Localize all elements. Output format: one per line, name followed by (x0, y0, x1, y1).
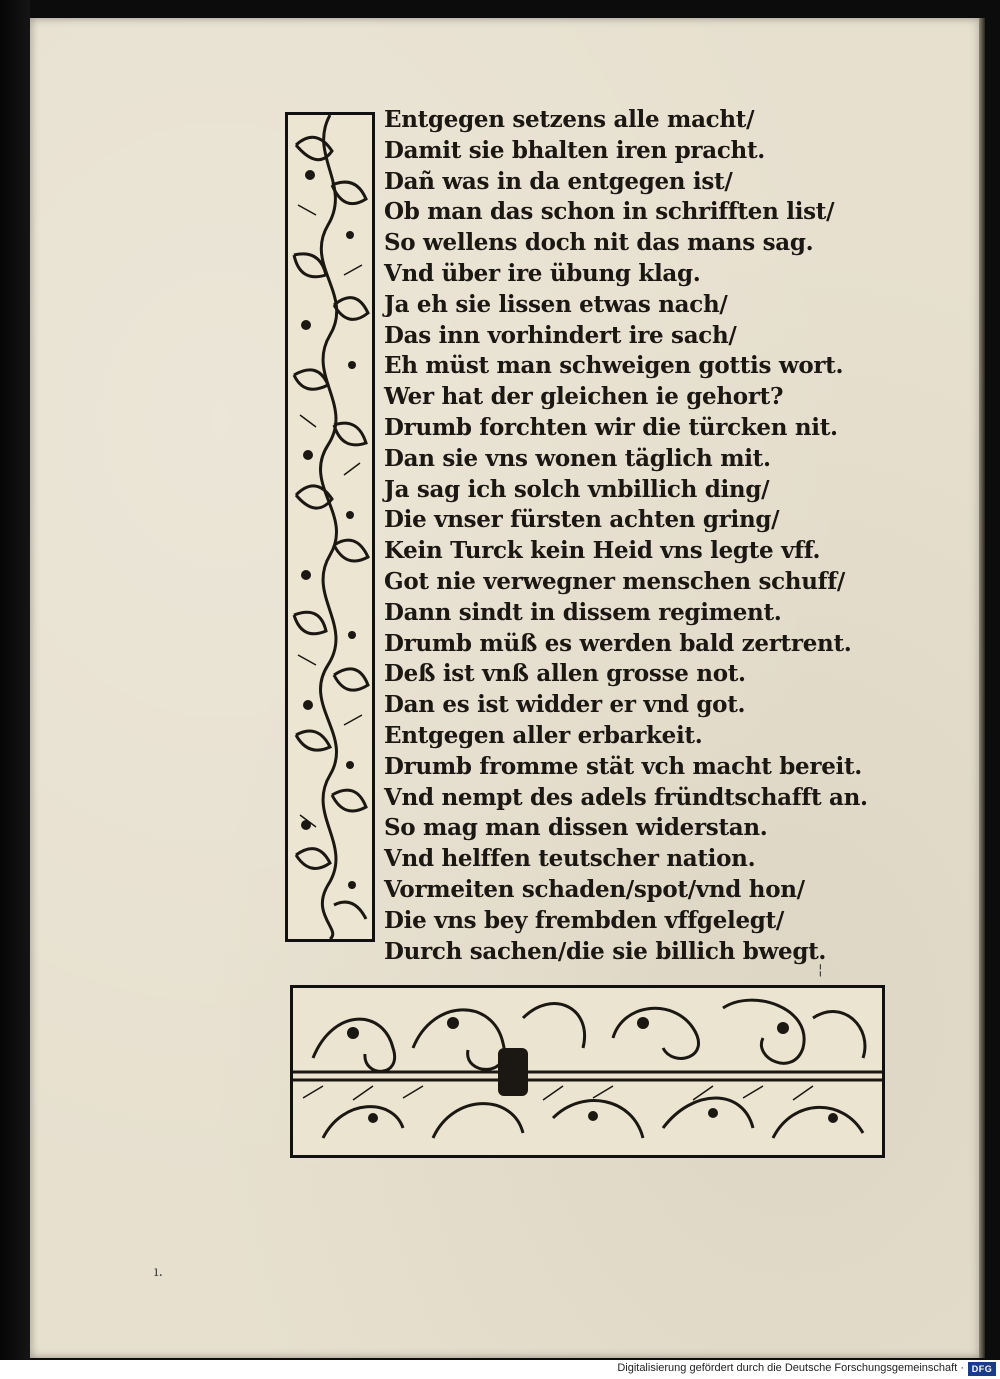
scan-background-left (0, 0, 30, 1362)
poem-line: Dañ was in da entgegen ist/ (384, 167, 733, 195)
woodcut-border-vertical (285, 112, 375, 942)
dfg-logo-icon: DFG (968, 1362, 996, 1376)
poem-line: So mag man dissen widerstan. (384, 814, 768, 842)
margin-mark: ¦ (818, 962, 823, 978)
poem-line: Ob man das schon in schrifften list/ (384, 198, 835, 226)
poem-line: Drumb fromme stät vch macht bereit. (384, 752, 863, 780)
poem-line: Eh müst man schweigen gottis wort. (384, 352, 844, 380)
corner-mark: ı. (154, 1264, 163, 1280)
poem-line: Got nie verwegner menschen schuff/ (384, 567, 845, 595)
poem-line: Ja eh sie lissen etwas nach/ (384, 290, 728, 318)
digitization-footer (0, 1360, 1000, 1379)
poem-line: Vormeiten schaden/spot/vnd hon/ (384, 875, 805, 903)
poem-line: Vnd nempt des adels fründtschafft an. (384, 783, 868, 811)
poem-line: Vnd über ire übung klag. (384, 259, 701, 287)
funding-note: Digitalisierung gefördert durch die Deutsche Forschungsgemeinschaft · (617, 1362, 964, 1374)
poem-line: Die vnser fürsten achten gring/ (384, 506, 780, 534)
poem-line: Kein Turck kein Heid vns legte vff. (384, 537, 821, 565)
poem-line: Wer hat der gleichen ie gehort? (384, 383, 784, 411)
poem-text-block (384, 105, 884, 967)
poem-line: Drumb müß es werden bald zertrent. (384, 629, 852, 657)
poem-line: Das inn vorhindert ire sach/ (384, 321, 737, 349)
poem-line: Vnd helffen teutscher nation. (384, 845, 756, 873)
poem-line: Entgegen setzens alle macht/ (384, 106, 755, 133)
poem-line: So wellens doch nit das mans sag. (384, 229, 814, 257)
poem-line: Damit sie bhalten iren pracht. (384, 136, 765, 164)
poem-line: Durch sachen/die sie billich bwegt. (384, 937, 827, 965)
woodcut-border-horizontal (290, 985, 885, 1158)
poem-line: Die vns bey frembden vffgelegt/ (384, 906, 785, 934)
floral-ornament-horizontal-icon (293, 988, 882, 1155)
page-edge-shadow (979, 18, 985, 1358)
poem-line: Ja sag ich solch vnbillich ding/ (384, 475, 770, 503)
poem-line: Entgegen aller erbarkeit. (384, 721, 703, 749)
poem-line: Dan sie vns wonen täglich mit. (384, 444, 771, 472)
poem-line: Drumb forchten wir die türcken nit. (384, 413, 838, 441)
floral-ornament-vertical-icon (288, 115, 372, 939)
poem-line: Dan es ist widder er vnd got. (384, 691, 746, 719)
poem-line: Deß ist vnß allen grosse not. (384, 660, 746, 688)
poem-line: Dann sindt in dissem regiment. (384, 598, 782, 626)
